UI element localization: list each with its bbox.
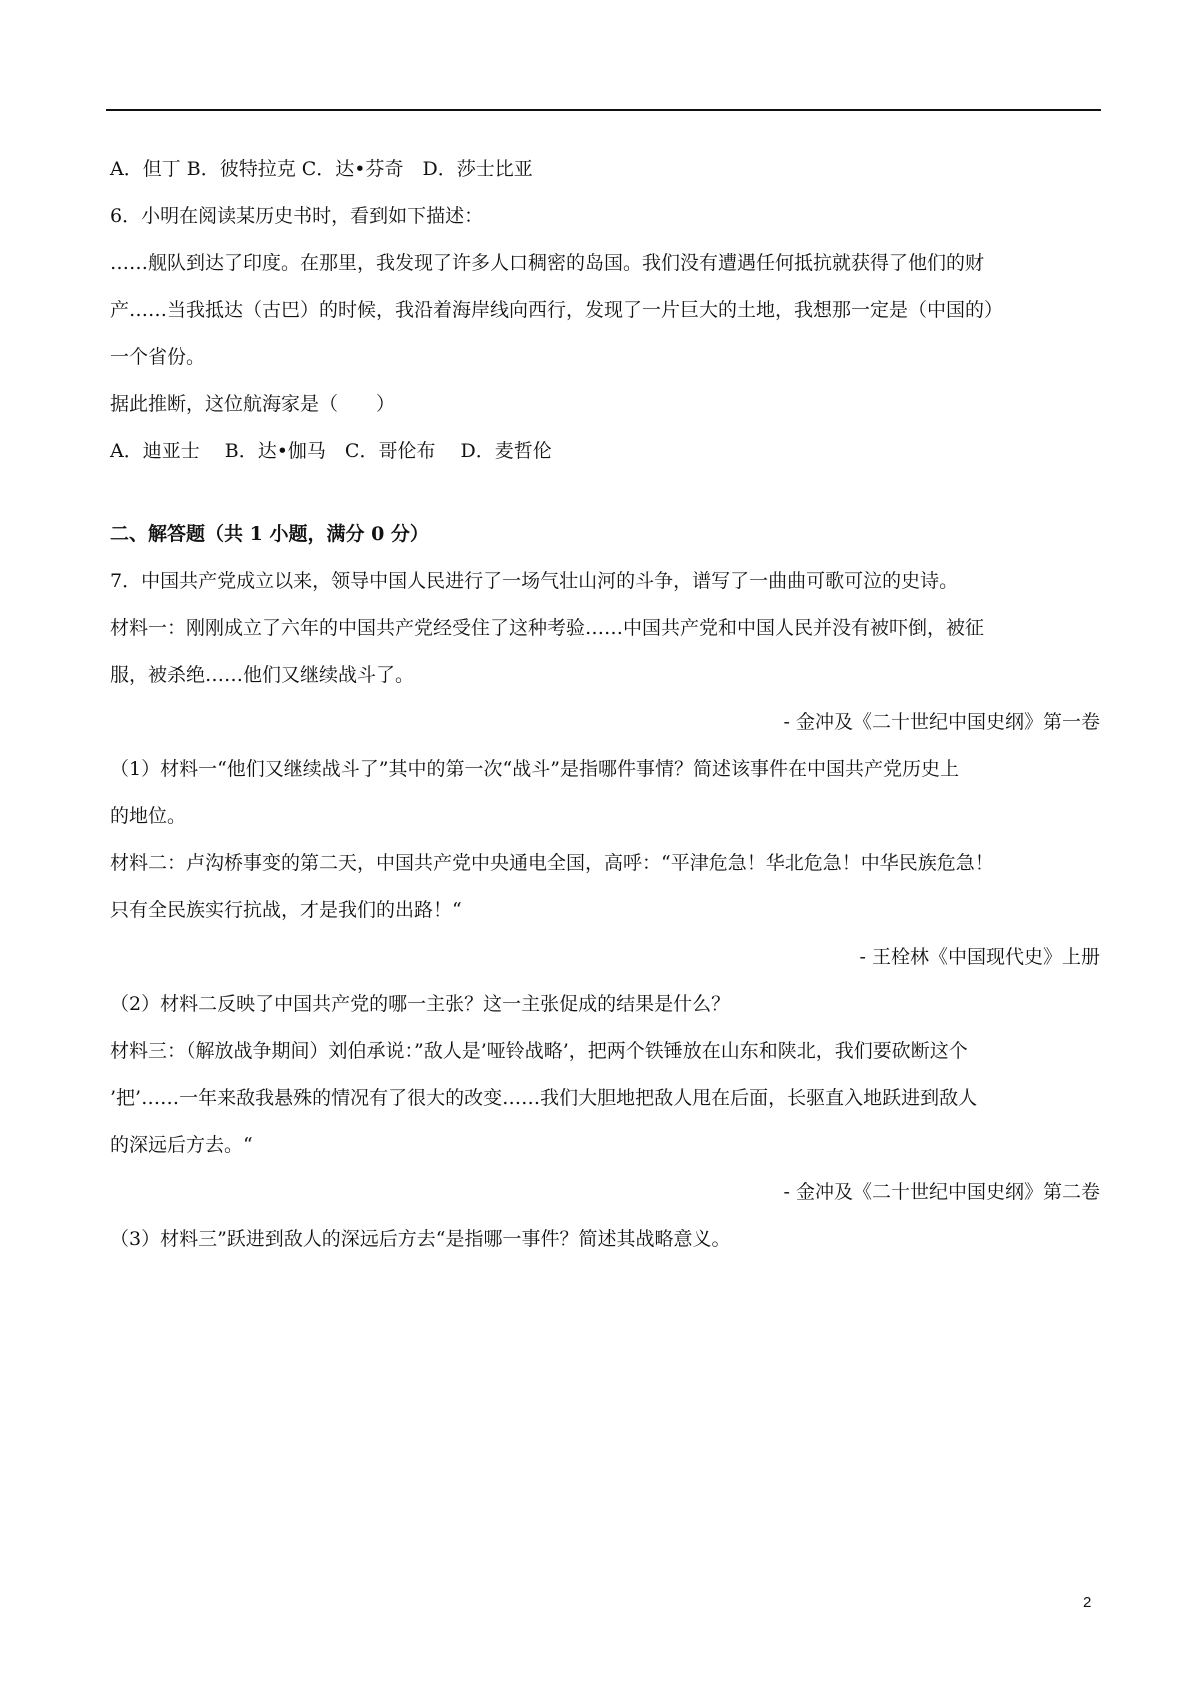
- section2-title: 二、解答题（共 1 小题，满分 0 分）: [110, 523, 429, 545]
- q7-sub2: （2）材料二反映了中国共产党的哪一主张？这一主张促成的结果是什么？: [110, 993, 731, 1015]
- material3-line: 的深远后方去。“: [110, 1134, 253, 1156]
- q7-stem: 7．中国共产党成立以来，领导中国人民进行了一场气壮山河的斗争，谱写了一曲曲可歌可泣的史诗。: [110, 570, 959, 592]
- page-number: 2: [1083, 1594, 1092, 1611]
- header-rule: [106, 109, 1101, 111]
- material3-line: 材料三：（解放战争期间）刘伯承说：”敌人是’哑铃战略’，把两个铁锤放在山东和陕北，我们要砍断这个: [110, 1040, 968, 1062]
- q7-sub3: （3）材料三”跃进到敌人的深远后方去“是指哪一事件？简述其战略意义。: [110, 1228, 731, 1250]
- q6-question: 据此推断，这位航海家是（ ）: [110, 393, 396, 415]
- page-content: [110, 146, 1100, 1263]
- q6-stem: 6．小明在阅读某历史书时，看到如下描述：: [110, 205, 484, 227]
- material2-line: 只有全民族实行抗战，才是我们的出路！“: [110, 899, 462, 921]
- q5-options: A．但丁 B．彼特拉克 C．达•芬奇 D．莎士比亚: [110, 158, 533, 180]
- q7-sub1-line: 的地位。: [110, 805, 187, 827]
- q7-sub1-line: （1）材料一“他们又继续战斗了”其中的第一次“战斗”是指哪件事情？简述该事件在中国共产党历史上: [110, 758, 959, 780]
- material1-line: 材料一：刚刚成立了六年的中国共产党经受住了这种考验……中国共产党和中国人民并没有被吓倒，被征: [110, 617, 985, 639]
- material1-line: 服，被杀绝……他们又继续战斗了。: [110, 664, 415, 686]
- q6-quote-line: ……舰队到达了印度。在那里，我发现了许多人口稠密的岛国。我们没有遭遇任何抵抗就获得了他们的财: [110, 252, 985, 274]
- material2-source: - 王栓林《中国现代史》上册: [859, 946, 1100, 968]
- material1-source: - 金冲及《二十世纪中国史纲》第一卷: [783, 711, 1100, 733]
- q6-quote-line: 一个省份。: [110, 346, 206, 368]
- material3-line: ’把’……一年来敌我悬殊的情况有了很大的改变……我们大胆地把敌人甩在后面，长驱直入地跃进到敌人: [110, 1087, 978, 1109]
- material3-source: - 金冲及《二十世纪中国史纲》第二卷: [783, 1181, 1100, 1203]
- q6-quote-line: 产……当我抵达（古巴）的时候，我沿着海岸线向西行，发现了一片巨大的土地，我想那一定是（中国的）: [110, 299, 1004, 321]
- section-gap: [110, 475, 1100, 511]
- material2-line: 材料二：卢沟桥事变的第二天，中国共产党中央通电全国，高呼：“平津危急！华北危急！中华民族危急！: [110, 852, 994, 874]
- q6-options: A．迪亚士 B．达•伽马 C．哥伦布 D．麦哲伦: [110, 440, 552, 462]
